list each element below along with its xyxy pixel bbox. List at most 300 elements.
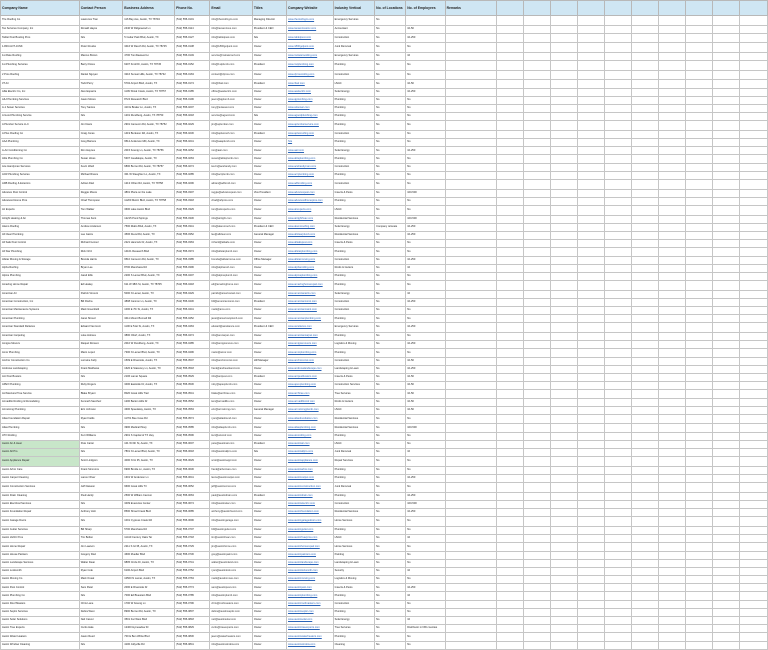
empty-cell[interactable] (497, 406, 524, 414)
email-cell[interactable]: mark@austinmove.com (210, 576, 252, 584)
employees-cell[interactable]: 10-50 (406, 80, 445, 88)
title-cell[interactable]: Owner (252, 432, 286, 440)
address-cell[interactable]: 11701 Bee Cave Rd (123, 414, 175, 424)
empty-cell[interactable] (605, 70, 632, 80)
empty-cell[interactable] (578, 147, 605, 155)
contact-person-cell[interactable]: N/a (79, 500, 123, 508)
empty-cell[interactable] (605, 25, 632, 33)
empty-cell[interactable] (632, 139, 659, 147)
contact-person-cell[interactable]: Raquel Romero (79, 341, 123, 349)
empty-cell[interactable] (659, 298, 686, 306)
locations-cell[interactable]: No (375, 398, 406, 406)
empty-cell[interactable] (551, 223, 578, 231)
empty-cell[interactable] (524, 25, 551, 33)
empty-cell[interactable] (632, 104, 659, 112)
title-cell[interactable]: Owner (252, 633, 286, 641)
locations-cell[interactable]: No (375, 500, 406, 508)
empty-header-cell[interactable] (578, 1, 605, 16)
employees-cell[interactable]: No (406, 70, 445, 80)
website-cell[interactable]: www.airexperts.com (287, 205, 334, 215)
title-cell[interactable]: Owner (252, 584, 286, 592)
empty-header-cell[interactable] (524, 1, 551, 16)
empty-cell[interactable] (712, 281, 739, 291)
empty-cell[interactable] (712, 483, 739, 493)
employees-cell[interactable]: 10-250 (406, 475, 445, 483)
empty-cell[interactable] (605, 16, 632, 26)
empty-cell[interactable] (685, 373, 712, 381)
empty-cell[interactable] (712, 398, 739, 406)
remarks-cell[interactable] (445, 223, 497, 231)
empty-cell[interactable] (712, 584, 739, 592)
website-cell[interactable]: www.austinseptic.com (287, 608, 334, 616)
empty-cell[interactable] (739, 163, 767, 171)
empty-cell[interactable] (551, 281, 578, 291)
empty-cell[interactable] (659, 52, 686, 60)
website-cell[interactable]: www.austinsolar.com (287, 617, 334, 625)
empty-cell[interactable] (578, 357, 605, 365)
empty-cell[interactable] (605, 576, 632, 584)
empty-cell[interactable] (578, 33, 605, 43)
empty-cell[interactable] (659, 25, 686, 33)
company-name-cell[interactable]: Armstrong Plumbing (1, 406, 80, 414)
empty-cell[interactable] (659, 483, 686, 493)
remarks-cell[interactable] (445, 382, 497, 390)
empty-cell[interactable] (551, 43, 578, 53)
locations-cell[interactable]: No (375, 457, 406, 467)
empty-cell[interactable] (524, 223, 551, 231)
contact-person-cell[interactable]: Daniel Nguyen (79, 70, 123, 80)
title-cell[interactable]: Owner (252, 349, 286, 357)
locations-cell[interactable]: No (375, 33, 406, 43)
empty-cell[interactable] (739, 483, 767, 493)
empty-cell[interactable] (578, 466, 605, 474)
empty-cell[interactable] (497, 592, 524, 600)
industry-cell[interactable]: Construction (333, 163, 374, 171)
empty-cell[interactable] (712, 33, 739, 43)
email-cell[interactable]: info@1stplumb.com (210, 61, 252, 71)
empty-cell[interactable] (497, 390, 524, 398)
website-cell[interactable]: www.atlasfoundation.com (287, 414, 334, 424)
empty-cell[interactable] (712, 535, 739, 543)
company-name-cell[interactable]: Austin Construction Services (1, 483, 80, 493)
empty-cell[interactable] (551, 449, 578, 457)
employees-cell[interactable]: 10-250 (406, 365, 445, 373)
empty-cell[interactable] (605, 475, 632, 483)
company-name-cell[interactable]: Austin Gutter Services (1, 526, 80, 534)
title-cell[interactable]: Owner (252, 171, 286, 179)
title-cell[interactable]: Owner (252, 205, 286, 215)
contact-person-cell[interactable]: Ed Healey (79, 281, 123, 291)
locations-cell[interactable]: No (375, 641, 406, 649)
empty-cell[interactable] (712, 333, 739, 341)
title-cell[interactable]: Owner (252, 600, 286, 608)
email-cell[interactable]: info@austinallpro.com (210, 449, 252, 457)
empty-cell[interactable] (659, 121, 686, 131)
website-cell[interactable]: www.asreliance.com (287, 323, 334, 333)
empty-cell[interactable] (551, 215, 578, 223)
empty-header-cell[interactable] (685, 1, 712, 16)
empty-cell[interactable] (578, 584, 605, 592)
empty-cell[interactable] (551, 633, 578, 641)
empty-cell[interactable] (578, 608, 605, 616)
empty-cell[interactable] (632, 189, 659, 197)
title-cell[interactable]: Owner (252, 424, 286, 432)
address-cell[interactable]: 1100 E 51st St, Austin, TX (123, 323, 175, 333)
title-cell[interactable]: President (252, 440, 286, 448)
remarks-cell[interactable] (445, 559, 497, 567)
empty-cell[interactable] (712, 365, 739, 373)
locations-cell[interactable]: No (375, 365, 406, 373)
employees-cell[interactable]: 10-250 (406, 256, 445, 264)
locations-cell[interactable]: No (375, 290, 406, 298)
industry-cell[interactable]: Insects & Pests (333, 584, 374, 592)
locations-cell[interactable]: No (375, 390, 406, 398)
contact-person-cell[interactable]: Barry Flores (79, 61, 123, 71)
empty-cell[interactable] (712, 61, 739, 71)
empty-cell[interactable] (551, 25, 578, 33)
title-cell[interactable]: Owner (252, 121, 286, 131)
employees-cell[interactable]: 10 (406, 449, 445, 457)
locations-cell[interactable]: No (375, 298, 406, 306)
empty-cell[interactable] (524, 281, 551, 291)
remarks-cell[interactable] (445, 88, 497, 96)
email-cell[interactable]: info@3tair.com (210, 80, 252, 88)
remarks-cell[interactable] (445, 43, 497, 53)
empty-cell[interactable] (605, 500, 632, 508)
empty-cell[interactable] (632, 147, 659, 155)
phone-cell[interactable]: (512) 555-0307 (175, 189, 210, 197)
empty-cell[interactable] (632, 171, 659, 179)
empty-cell[interactable] (659, 333, 686, 341)
empty-cell[interactable] (551, 52, 578, 60)
empty-cell[interactable] (739, 240, 767, 248)
email-cell[interactable]: info@austinelec.com (210, 500, 252, 508)
empty-cell[interactable] (605, 543, 632, 551)
company-name-cell[interactable]: Tax Services Company, Inc (1, 25, 80, 33)
remarks-cell[interactable] (445, 483, 497, 493)
empty-cell[interactable] (659, 43, 686, 53)
employees-cell[interactable]: 10-250 (406, 33, 445, 43)
empty-cell[interactable] (497, 205, 524, 215)
empty-cell[interactable] (712, 633, 739, 641)
empty-cell[interactable] (551, 16, 578, 26)
website-cell[interactable]: www.ajplumbing.com (287, 96, 334, 104)
empty-cell[interactable] (578, 113, 605, 121)
email-cell[interactable]: info@anchorconst.com (210, 357, 252, 365)
email-cell[interactable]: scott@austinappl.com (210, 457, 252, 467)
empty-cell[interactable] (578, 290, 605, 298)
website-cell[interactable]: www.aair.com (287, 147, 334, 155)
empty-cell[interactable] (632, 517, 659, 527)
email-cell[interactable]: tim@austinhvac.com (210, 535, 252, 543)
empty-cell[interactable] (605, 509, 632, 517)
empty-cell[interactable] (551, 197, 578, 205)
email-cell[interactable]: info@tabletpest.com (210, 33, 252, 43)
empty-cell[interactable] (739, 80, 767, 88)
empty-cell[interactable] (739, 357, 767, 365)
empty-cell[interactable] (685, 163, 712, 171)
empty-cell[interactable] (712, 517, 739, 527)
remarks-cell[interactable] (445, 80, 497, 88)
company-name-cell[interactable]: American Plumbing (1, 315, 80, 323)
empty-cell[interactable] (739, 155, 767, 163)
title-cell[interactable]: Office Manager (252, 256, 286, 264)
empty-cell[interactable] (605, 349, 632, 357)
empty-cell[interactable] (739, 96, 767, 104)
title-cell[interactable]: Owner (252, 139, 286, 147)
title-cell[interactable]: Owner (252, 398, 286, 406)
empty-cell[interactable] (685, 205, 712, 215)
remarks-cell[interactable] (445, 517, 497, 527)
empty-cell[interactable] (739, 113, 767, 121)
phone-cell[interactable]: (512) 555-0374 (175, 248, 210, 256)
empty-cell[interactable] (659, 189, 686, 197)
empty-cell[interactable] (605, 382, 632, 390)
email-cell[interactable]: ed@amazinghome.com (210, 281, 252, 291)
empty-cell[interactable] (659, 414, 686, 424)
address-cell[interactable]: 8700 Manchaca Rd (123, 264, 175, 272)
empty-cell[interactable] (551, 171, 578, 179)
empty-cell[interactable] (739, 449, 767, 457)
empty-cell[interactable] (497, 189, 524, 197)
empty-cell[interactable] (551, 121, 578, 131)
locations-cell[interactable]: No (375, 256, 406, 264)
phone-cell[interactable]: (512) 555-0529 (175, 373, 210, 381)
empty-cell[interactable] (739, 500, 767, 508)
company-name-cell[interactable]: Austin Moving Co (1, 576, 80, 584)
locations-cell[interactable]: No (375, 592, 406, 600)
empty-cell[interactable] (659, 197, 686, 205)
empty-cell[interactable] (712, 543, 739, 551)
phone-cell[interactable]: (512) 555-0318 (175, 197, 210, 205)
remarks-cell[interactable] (445, 390, 497, 398)
remarks-cell[interactable] (445, 180, 497, 190)
title-cell[interactable]: Owner (252, 500, 286, 508)
employees-cell[interactable]: 10-250 (406, 147, 445, 155)
locations-cell[interactable]: No (375, 483, 406, 493)
employees-cell[interactable]: No (406, 163, 445, 171)
contact-person-cell[interactable]: Craig Jones (79, 130, 123, 138)
contact-person-cell[interactable]: Jeff Dawson (79, 483, 123, 493)
title-cell[interactable]: President (252, 80, 286, 88)
remarks-cell[interactable] (445, 147, 497, 155)
empty-cell[interactable] (497, 608, 524, 616)
empty-cell[interactable] (712, 559, 739, 567)
phone-cell[interactable]: (512) 555-0663 (175, 492, 210, 500)
website-cell[interactable]: www.antpestbusters.com (287, 373, 334, 381)
contact-person-cell[interactable]: Tony Santos (79, 104, 123, 112)
empty-cell[interactable] (659, 526, 686, 534)
empty-cell[interactable] (739, 390, 767, 398)
empty-cell[interactable] (685, 272, 712, 280)
empty-header-cell[interactable] (551, 1, 578, 16)
locations-cell[interactable]: No (375, 180, 406, 190)
empty-cell[interactable] (739, 323, 767, 333)
remarks-cell[interactable] (445, 341, 497, 349)
title-cell[interactable]: Owner (252, 333, 286, 341)
empty-cell[interactable] (632, 205, 659, 215)
employees-cell[interactable]: No (406, 414, 445, 424)
employees-cell[interactable]: No (406, 432, 445, 440)
empty-cell[interactable] (578, 349, 605, 357)
empty-cell[interactable] (739, 272, 767, 280)
empty-cell[interactable] (632, 535, 659, 543)
empty-cell[interactable] (685, 608, 712, 616)
empty-cell[interactable] (605, 171, 632, 179)
empty-cell[interactable] (551, 307, 578, 315)
remarks-cell[interactable] (445, 333, 497, 341)
empty-cell[interactable] (685, 16, 712, 26)
address-cell[interactable]: 2010 W Rundberg, Austin, TX (123, 341, 175, 349)
contact-person-cell[interactable]: Ron Haynes (79, 147, 123, 155)
remarks-cell[interactable] (445, 617, 497, 625)
empty-cell[interactable] (739, 88, 767, 96)
contact-person-cell[interactable]: Kenneth Sanchez (79, 398, 123, 406)
empty-cell[interactable] (659, 517, 686, 527)
industry-cell[interactable]: Construction (333, 357, 374, 365)
empty-cell[interactable] (659, 382, 686, 390)
empty-cell[interactable] (551, 608, 578, 616)
empty-cell[interactable] (712, 25, 739, 33)
empty-cell[interactable] (659, 130, 686, 138)
empty-cell[interactable] (685, 43, 712, 53)
empty-cell[interactable] (578, 500, 605, 508)
empty-cell[interactable] (524, 543, 551, 551)
company-name-cell[interactable]: Advanced Home Pros (1, 197, 80, 205)
phone-cell[interactable]: (512) 555-0152 (175, 61, 210, 71)
empty-cell[interactable] (605, 281, 632, 291)
employees-cell[interactable]: No (406, 197, 445, 205)
empty-cell[interactable] (632, 52, 659, 60)
empty-cell[interactable] (605, 155, 632, 163)
empty-cell[interactable] (524, 171, 551, 179)
phone-cell[interactable]: (512) 555-0807 (175, 608, 210, 616)
phone-cell[interactable]: (512) 555-0629 (175, 457, 210, 467)
empty-cell[interactable] (605, 390, 632, 398)
employees-cell[interactable]: No (406, 104, 445, 112)
locations-cell[interactable]: No (375, 43, 406, 53)
empty-cell[interactable] (712, 492, 739, 500)
empty-cell[interactable] (632, 373, 659, 381)
empty-cell[interactable] (605, 139, 632, 147)
contact-person-cell[interactable]: Jason Moore (79, 96, 123, 104)
empty-cell[interactable] (659, 323, 686, 333)
empty-cell[interactable] (551, 61, 578, 71)
address-cell[interactable]: 8900 Burnet Rd, Austin, TX (123, 608, 175, 616)
remarks-cell[interactable] (445, 600, 497, 608)
empty-cell[interactable] (659, 440, 686, 448)
locations-cell[interactable]: No (375, 88, 406, 96)
empty-cell[interactable] (578, 390, 605, 398)
email-cell[interactable]: info@airtight.com (210, 215, 252, 223)
empty-cell[interactable] (551, 526, 578, 534)
empty-cell[interactable] (685, 215, 712, 223)
phone-cell[interactable]: (512) 555-0385 (175, 256, 210, 264)
website-cell[interactable]: www.acrplumbing.com (287, 171, 334, 179)
empty-cell[interactable] (605, 365, 632, 373)
email-cell[interactable]: kevin@acehandy.com (210, 163, 252, 171)
locations-cell[interactable]: No (375, 466, 406, 474)
empty-cell[interactable] (578, 61, 605, 71)
address-cell[interactable]: 3216 Sunset Hills, Austin, TX 78732 (123, 70, 175, 80)
empty-cell[interactable] (712, 406, 739, 414)
address-cell[interactable]: 5 Cedar Park Blvd, Austin, TX (123, 33, 175, 43)
contact-person-cell[interactable]: Jim Davis (79, 121, 123, 131)
empty-cell[interactable] (497, 414, 524, 424)
employees-cell[interactable]: No (406, 113, 445, 121)
phone-cell[interactable]: (512) 555-0518 (175, 365, 210, 373)
empty-cell[interactable] (632, 500, 659, 508)
empty-cell[interactable] (739, 333, 767, 341)
empty-cell[interactable] (659, 264, 686, 272)
empty-cell[interactable] (524, 155, 551, 163)
phone-cell[interactable]: (512) 555-0507 (175, 357, 210, 365)
empty-cell[interactable] (712, 130, 739, 138)
column-header-company[interactable]: Company Name (1, 1, 80, 16)
remarks-cell[interactable] (445, 70, 497, 80)
empty-cell[interactable] (739, 264, 767, 272)
empty-cell[interactable] (578, 509, 605, 517)
empty-cell[interactable] (578, 633, 605, 641)
industry-cell[interactable]: Plumbing (333, 281, 374, 291)
company-name-cell[interactable]: Anchor Construction Co (1, 357, 80, 365)
empty-cell[interactable] (497, 457, 524, 467)
locations-cell[interactable]: No (375, 584, 406, 592)
empty-cell[interactable] (497, 104, 524, 112)
empty-cell[interactable] (578, 341, 605, 349)
empty-cell[interactable] (659, 457, 686, 467)
employees-cell[interactable]: No (406, 333, 445, 341)
empty-cell[interactable] (551, 475, 578, 483)
contact-person-cell[interactable]: N/a (79, 373, 123, 381)
empty-cell[interactable] (497, 432, 524, 440)
empty-cell[interactable] (551, 80, 578, 88)
empty-cell[interactable] (659, 432, 686, 440)
locations-cell[interactable]: No (375, 197, 406, 205)
empty-cell[interactable] (497, 171, 524, 179)
locations-cell[interactable]: No (375, 608, 406, 616)
empty-cell[interactable] (685, 307, 712, 315)
website-cell[interactable]: www.archtree.com (287, 390, 334, 398)
empty-cell[interactable] (605, 517, 632, 527)
empty-cell[interactable] (578, 298, 605, 306)
remarks-cell[interactable] (445, 298, 497, 306)
industry-cell[interactable]: Construction (333, 180, 374, 190)
empty-cell[interactable] (685, 290, 712, 298)
address-cell[interactable]: 8500 Shoal Creek Blvd (123, 509, 175, 517)
empty-cell[interactable] (605, 414, 632, 424)
empty-cell[interactable] (524, 492, 551, 500)
locations-cell[interactable]: No (375, 52, 406, 60)
locations-cell[interactable]: No (375, 25, 406, 33)
empty-cell[interactable] (605, 223, 632, 231)
website-cell[interactable]: www.allsafepest.com (287, 240, 334, 248)
empty-cell[interactable] (659, 466, 686, 474)
website-cell[interactable]: www.armadilloroof.com (287, 398, 334, 406)
industry-cell[interactable]: Home Services (333, 543, 374, 551)
empty-cell[interactable] (551, 333, 578, 341)
contact-person-cell[interactable]: Andrew Anderson (79, 223, 123, 231)
empty-cell[interactable] (659, 567, 686, 575)
address-cell[interactable]: 11410 Century Oaks Ter (123, 535, 175, 543)
empty-cell[interactable] (578, 449, 605, 457)
empty-cell[interactable] (578, 406, 605, 414)
phone-cell[interactable]: (512) 555-0741 (175, 559, 210, 567)
empty-cell[interactable] (551, 323, 578, 333)
employees-cell[interactable]: No (406, 517, 445, 527)
empty-cell[interactable] (524, 189, 551, 197)
company-name-cell[interactable]: Austin Foundation Repair (1, 509, 80, 517)
